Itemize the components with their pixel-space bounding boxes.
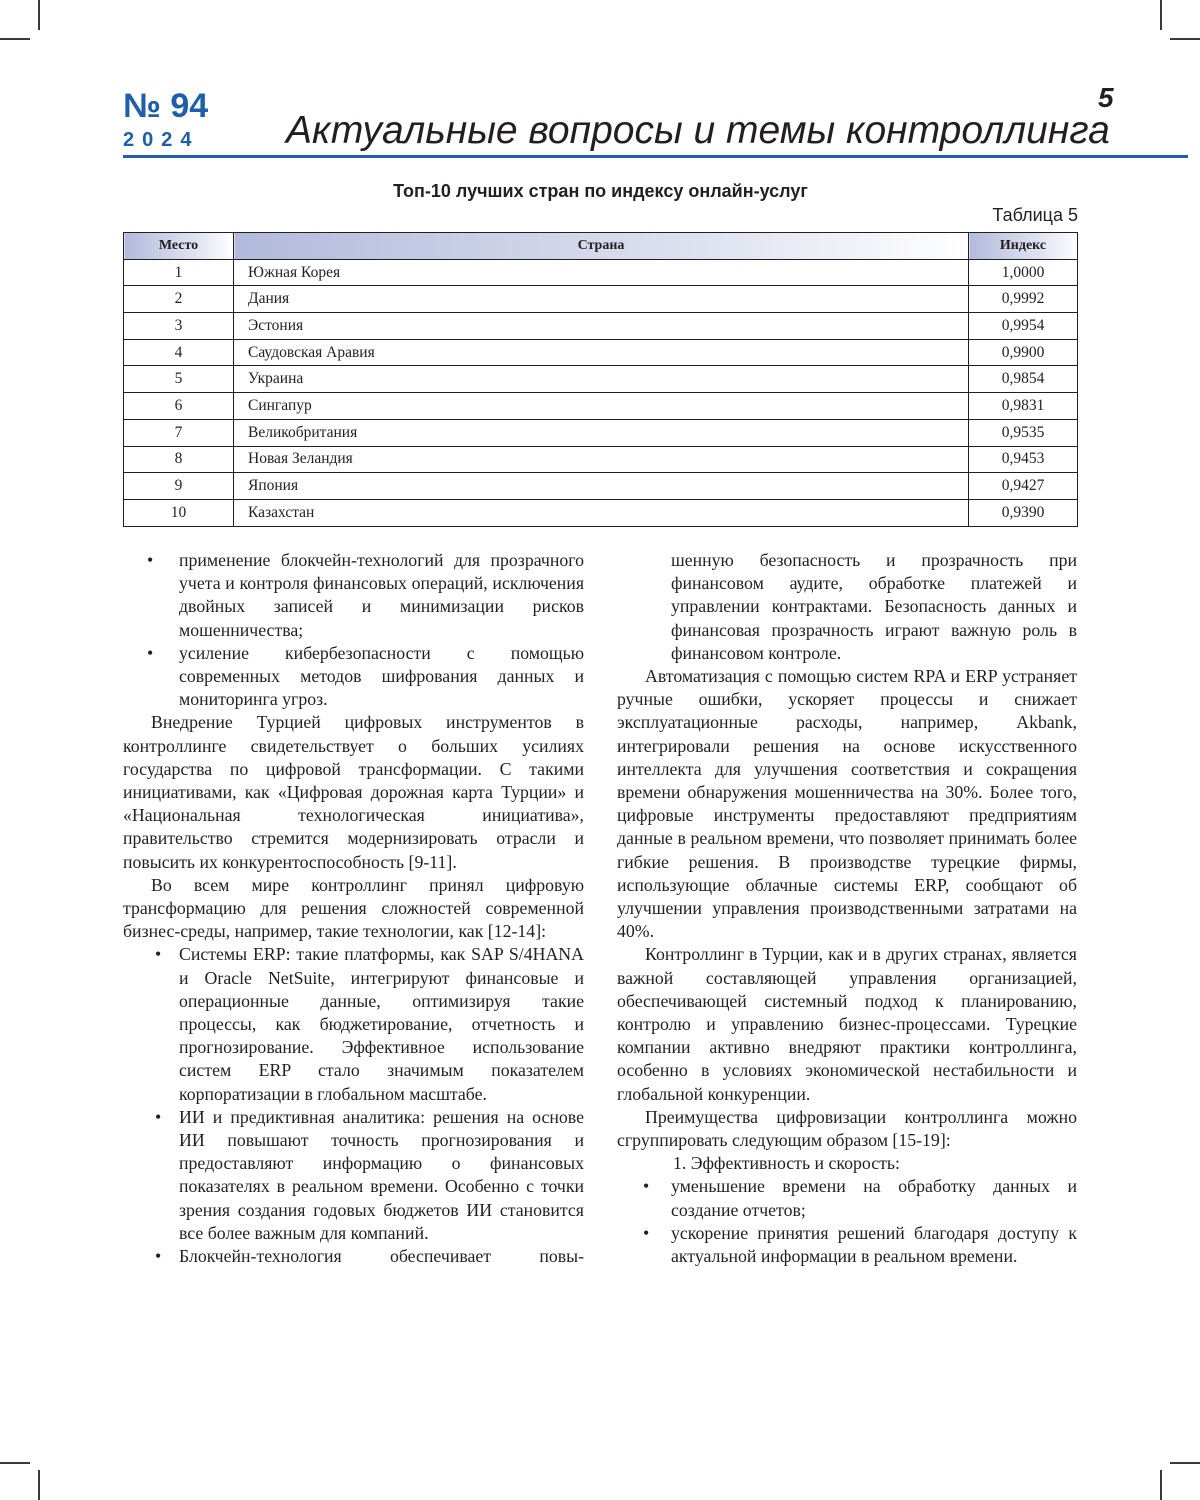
numbered-heading: 1. Эффективность и скорость: — [673, 1153, 900, 1174]
header-rule — [123, 155, 1188, 158]
index-cell: 0,9831 — [969, 393, 1078, 420]
table-row — [124, 419, 1078, 446]
crop-mark — [1160, 1470, 1162, 1500]
place-cell: 4 — [124, 339, 234, 366]
ranking-table — [123, 232, 1078, 527]
table-row — [124, 366, 1078, 393]
paragraph: Преимущества цифровизации контроллинга можно сгруппировать следующим образом [15-19]: — [617, 1106, 1077, 1151]
crop-mark — [38, 1470, 40, 1500]
table-title: Топ-10 лучших стран по индексу онлайн-услуг — [393, 181, 808, 201]
list-item: • ИИ и предиктивная аналитика: решения на основе ИИ повышают точность прогнозирования и предоставляют информацию о финансовых показателях в реальном времени. Особенно с точки зрения создания годовых бюджетов ИИ становится все более важным для компаний. — [155, 1106, 584, 1243]
place-cell: 8 — [124, 446, 234, 473]
place-cell: 3 — [124, 313, 234, 340]
table-body — [124, 259, 1078, 526]
table-label: Таблица 5 — [992, 205, 1078, 225]
country-cell: Дания — [234, 286, 969, 313]
bullet-list — [123, 943, 584, 1268]
index-cell: 0,9854 — [969, 366, 1078, 393]
list-item: • применение блокчейн-технологий для прозрачного учета и контроля финансовых операций, исключения двойных записей и минимизации рисков мошенничества; — [147, 550, 584, 640]
country-cell: Новая Зеландия — [234, 446, 969, 473]
place-cell: 6 — [124, 393, 234, 420]
list-item: • Блокчейн-технология обеспечивает повы- — [123, 1245, 584, 1268]
bullet-icon: • — [155, 944, 162, 965]
right-text-column — [617, 549, 1077, 1268]
column-header-place: Место — [124, 233, 234, 260]
table-row — [124, 393, 1078, 420]
index-cell: 0,9535 — [969, 419, 1078, 446]
table-row — [124, 446, 1078, 473]
crop-mark — [1170, 38, 1200, 40]
index-cell: 0,9390 — [969, 499, 1078, 526]
list-item-continuation: шенную безопасность и прозрачность при финансовом аудите, обработке платежей и управлении контрактами. Безопасность данных и финансовая прозрачность играют важную роль в финансовом контроле. — [671, 550, 1077, 663]
column-header-country: Страна — [234, 233, 969, 260]
bullet-icon: • — [147, 550, 154, 570]
place-cell: 10 — [124, 499, 234, 526]
place-cell: 7 — [124, 419, 234, 446]
table-row — [124, 473, 1078, 500]
index-cell: 1,0000 — [969, 259, 1078, 286]
journal-title: Актуальные вопросы и темы контроллинга — [286, 109, 1110, 152]
list-item: • усиление кибербезопасности с помощью современных методов шифрования данных и мониторинга угроз. — [147, 642, 584, 710]
table-row — [124, 313, 1078, 340]
index-cell: 0,9992 — [969, 286, 1078, 313]
place-cell: 1 — [124, 259, 234, 286]
table-row — [124, 339, 1078, 366]
paragraph: Внедрение Турцией цифровых инструментов в контроллинге свидетельствует о больших усилиях государства по цифровой трансформации. С такими инициативами, как «Цифровая дорожная карта Турции» и «Национальная технологическая инициатива», правительство стремится модернизировать отрасли и повысить их конкурентоспособность [9-11]. — [123, 712, 584, 872]
table-row — [124, 499, 1078, 526]
table-header-row — [124, 233, 1078, 260]
index-cell: 0,9954 — [969, 313, 1078, 340]
bullet-icon: • — [155, 1106, 162, 1127]
list-item: • уменьшение времени на обработку данных и создание отчетов; — [643, 1176, 1077, 1220]
place-cell: 9 — [124, 473, 234, 500]
issue-number: № 94 — [123, 87, 209, 125]
country-cell: Сингапур — [234, 393, 969, 420]
table-row — [124, 259, 1078, 286]
list-item: • Системы ERP: такие платформы, как SAP S/4HANA и Oracle NetSuite, интегрируют финансовые и операционные данные, оптимизируя такие процессы, как бюджетирование, отчетность и прогнозирование. Эффективное использование систем ERP стало значимым показателем корпоратизации в глобальном масштабе. — [155, 944, 584, 1104]
bullet-icon: • — [147, 642, 154, 663]
country-cell: Эстония — [234, 313, 969, 340]
index-cell: 0,9900 — [969, 339, 1078, 366]
crop-mark — [0, 1462, 30, 1464]
index-cell: 0,9427 — [969, 473, 1078, 500]
crop-mark — [1170, 1462, 1200, 1464]
page-number: 5 — [1098, 82, 1114, 113]
country-cell: Казахстан — [234, 499, 969, 526]
crop-mark — [1160, 0, 1162, 30]
country-cell: Великобритания — [234, 419, 969, 446]
country-cell: Южная Корея — [234, 259, 969, 286]
country-cell: Япония — [234, 473, 969, 500]
country-cell: Украина — [234, 366, 969, 393]
paragraph: Автоматизация с помощью систем RPA и ERP устраняет ручные ошибки, ускоряет процессы и снижает эксплуатационные расходы, например, Akbank, интегрировали решения на основе искусственного интеллекта для улучшения соответствия и сокращения времени обнаружения мошенничества на 30%. Более того, цифровые инструменты предоставляют предприятиям данные в реальном времени, что позволяет принимать более гибкие решения. В производстве турецкие фирмы, использующие облачные системы ERP, сообщают об улучшении управления производственными затратами на 40%. — [617, 666, 1077, 942]
left-text-column — [123, 549, 584, 1268]
country-cell: Саудовская Аравия — [234, 339, 969, 366]
table-row — [124, 286, 1078, 313]
bullet-icon: • — [155, 1246, 162, 1267]
issue-year: 2024 — [123, 129, 200, 151]
list-item: • ускорение принятия решений благодаря доступу к актуальной информации в реальном времени. — [643, 1222, 1077, 1267]
paragraph: Во всем мире контроллинг принял цифровую трансформацию для решения сложностей современной бизнес-среды, например, такие технологии, как [12-14]: — [123, 874, 584, 942]
place-cell: 2 — [124, 286, 234, 313]
bullet-icon: • — [643, 1222, 650, 1243]
bullet-list — [123, 549, 584, 711]
bullet-list — [617, 1175, 1077, 1268]
crop-mark — [0, 38, 30, 40]
place-cell: 5 — [124, 366, 234, 393]
paragraph: Контроллинг в Турции, как и в других странах, является важной составляющей управления организацией, обеспечивающей системный подход к планированию, контролю и управлению бизнес-процессами. Турецкие компании активно внедряют практики контроллинга, особенно в условиях экономической нестабильности и глобальной конкуренции. — [617, 944, 1077, 1104]
crop-mark — [38, 0, 40, 30]
column-header-index: Индекс — [969, 233, 1078, 260]
bullet-icon: • — [643, 1176, 650, 1197]
index-cell: 0,9453 — [969, 446, 1078, 473]
